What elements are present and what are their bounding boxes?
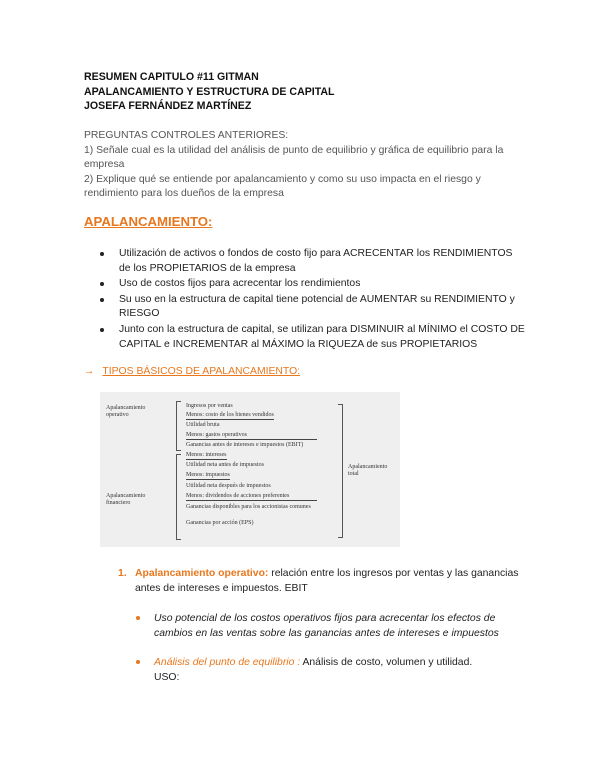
- questions-title: PREGUNTAS CONTROLES ANTERIORES:: [84, 130, 289, 141]
- brace-operativo-icon: [176, 401, 181, 451]
- label-financiero: Apalancamiento financiero: [106, 493, 146, 506]
- bullet-dot-icon: [136, 660, 140, 664]
- bullet-dot-icon: [100, 328, 104, 332]
- sub-bullet-text: Análisis de costo, volumen y utilidad.: [300, 657, 473, 668]
- bullet-item: Junto con la estructura de capital, se utilizan para DISMINUIR al MÍNIMO el COSTO DE CAPITAL e INCREMENTAR al MÁXIMO la RIQUEZA de sus PROPIETARIOS: [100, 323, 525, 352]
- brace-financiero-icon: [176, 454, 181, 540]
- subsection-title: TIPOS BÁSICOS DE APALANCAMIENTO:: [102, 366, 301, 377]
- diagram-row: Utilidad neta después de impuestos: [186, 483, 271, 489]
- label-total: Apalancamiento total: [348, 464, 388, 477]
- diagram-row: Utilidad neta antes de impuestos: [186, 462, 264, 468]
- header-title: RESUMEN CAPITULO #11 GITMAN: [84, 71, 259, 83]
- bullet-item: Utilización de activos o fondos de costo fijo para ACRECENTAR los RENDIMIENTOS de los PROPIETARIOS de la empresa: [100, 247, 525, 276]
- diagram-row: Menos: dividendos de acciones preferentes: [186, 493, 317, 501]
- diagram-row: Menos: intereses: [186, 452, 227, 458]
- bullet-item: Uso de costos fijos para acrecentar los rendimientos: [100, 277, 525, 292]
- header-author: JOSEFA FERNÁNDEZ MARTÍNEZ: [84, 100, 252, 112]
- questions-block: [84, 129, 524, 202]
- diagram-row: Menos: impuestos: [186, 472, 230, 478]
- brace-total-icon: [338, 404, 343, 538]
- label-operativo: Apalancamiento operativo: [106, 405, 146, 418]
- leverage-diagram: [100, 392, 400, 547]
- bullet-dot-icon: [100, 298, 104, 302]
- diagram-row: Ganancias por acción (EPS): [186, 520, 254, 526]
- document-header: [84, 70, 335, 114]
- diagram-row: Ingresos por ventas: [186, 403, 233, 409]
- item-number: 1.: [118, 568, 127, 579]
- diagram-row: Utilidad bruta: [186, 422, 220, 428]
- arrow-right-icon: →: [84, 366, 95, 377]
- diagram-row: Menos: costo de los bienes vendidos: [186, 412, 274, 418]
- sub-bullet-1: [136, 611, 521, 641]
- bullet-dot-icon: [100, 252, 104, 256]
- section-title: APALANCAMIENTO:: [84, 214, 213, 229]
- sub-bullet-label: Análisis del punto de equilibrio :: [154, 657, 301, 668]
- numbered-item-1: [118, 566, 523, 596]
- header-subtitle: APALANCAMIENTO Y ESTRUCTURA DE CAPITAL: [84, 85, 335, 98]
- question-2: 2) Explique qué se entiende por apalancamiento y como su uso impacta en el riesgo y rendimiento para los dueños de la empresa: [84, 173, 481, 199]
- diagram-row: Ganancias antes de intereses e impuestos (EBIT): [186, 442, 304, 448]
- question-1: 1) Señale cual es la utilidad del análisis de punto de equilibrio y gráfica de equilibrio para la empresa: [84, 144, 504, 170]
- bullet-item: Su uso en la estructura de capital tiene potencial de AUMENTAR su RENDIMIENTO y RIESGO: [100, 293, 525, 322]
- sub-bullet-line2: USO:: [154, 672, 180, 683]
- diagram-row: Menos: gastos operativos: [186, 432, 317, 440]
- apalancamiento-bullets: [100, 247, 525, 353]
- sub-bullet-text: Uso potencial de los costos operativos fijos para acrecentar los efectos de cambios en las ventas sobre las ganancias antes de intereses e impuestos: [154, 613, 499, 639]
- bullet-dot-icon: [136, 616, 140, 620]
- item-label: Apalancamiento operativo:: [135, 568, 269, 579]
- diagram-row: Ganancias disponibles para los accionistas comunes: [186, 504, 311, 510]
- sub-bullet-2: [136, 655, 521, 685]
- item-text: relación entre los ingresos por ventas y las ganancias antes de intereses e impuestos. EBIT: [135, 568, 519, 594]
- bullet-dot-icon: [100, 282, 104, 286]
- subsection-heading: [84, 366, 300, 377]
